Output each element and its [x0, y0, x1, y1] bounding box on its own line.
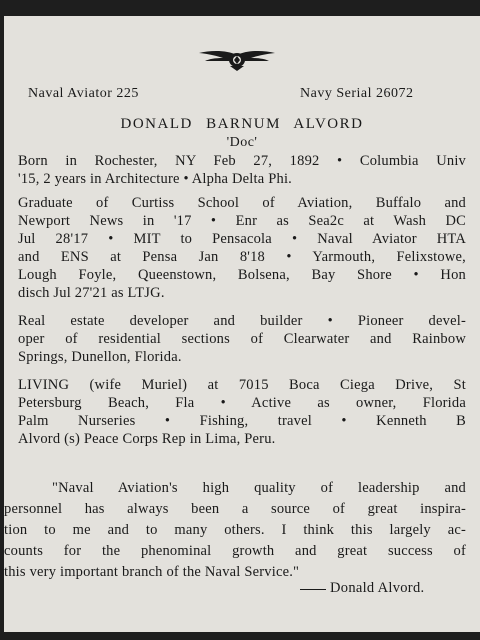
- biography-card: [4, 16, 480, 632]
- paragraph-living: [18, 376, 466, 448]
- person-name: DONALD BARNUM ALVORD: [120, 116, 364, 132]
- quote-line: "Naval Aviation's high quality of leadership and: [52, 480, 466, 496]
- paragraph-career: [18, 312, 466, 366]
- text-line: Graduate of Curtiss School of Aviation, Buffalo and: [18, 195, 466, 211]
- naval-aviator-wings-icon: [197, 46, 277, 72]
- text-line: Alvord (s) Peace Corps Rep in Lima, Peru.: [18, 431, 276, 447]
- quote-line: counts for the phenominal growth and great success of: [4, 543, 466, 559]
- text-line: '15, 2 years in Architecture • Alpha Delta Phi.: [18, 171, 292, 187]
- quote-line: this very important branch of the Naval Service.": [4, 564, 300, 580]
- text-line: and ENS at Pensa Jan 8'18 • Yarmouth, Felixstowe,: [18, 249, 466, 265]
- navy-serial-number: Navy Serial 26072: [300, 86, 414, 101]
- text-line: Real estate developer and builder • Pioneer devel-: [18, 313, 466, 329]
- quote-line: tion to me and to many others. I think this largely ac-: [4, 522, 466, 538]
- naval-aviator-number: Naval Aviator 225: [28, 86, 139, 101]
- text-line: Springs, Dunellon, Florida.: [18, 349, 182, 365]
- signature: [300, 580, 424, 597]
- text-line: Born in Rochester, NY Feb 27, 1892 • Columbia Univ: [18, 153, 466, 169]
- text-line: Petersburg Beach, Fla • Active as owner, Florida: [18, 395, 466, 411]
- text-line: Jul 28'17 • MIT to Pensacola • Naval Aviator HTA: [18, 231, 466, 247]
- text-line: LIVING (wife Muriel) at 7015 Boca Ciega Drive, St: [18, 377, 466, 393]
- quote-line: personnel has always been a source of great inspira-: [4, 501, 466, 517]
- text-line: Lough Foyle, Queenstown, Bolsena, Bay Shore • Hon: [18, 267, 466, 283]
- quotation: [4, 478, 466, 583]
- paragraph-naval-service: [18, 194, 466, 302]
- text-line: oper of residential sections of Clearwater and Rainbow: [18, 331, 466, 347]
- signature-dash: [300, 589, 326, 590]
- signature-name: Donald Alvord.: [330, 580, 425, 596]
- text-line: Palm Nurseries • Fishing, travel • Kenneth B: [18, 413, 466, 429]
- paragraph-birth-education: [18, 152, 466, 188]
- text-line: disch Jul 27'21 as LTJG.: [18, 285, 165, 301]
- person-nickname: 'Doc': [226, 135, 258, 150]
- text-line: Newport News in '17 • Enr as Sea2c at Wash DC: [18, 213, 466, 229]
